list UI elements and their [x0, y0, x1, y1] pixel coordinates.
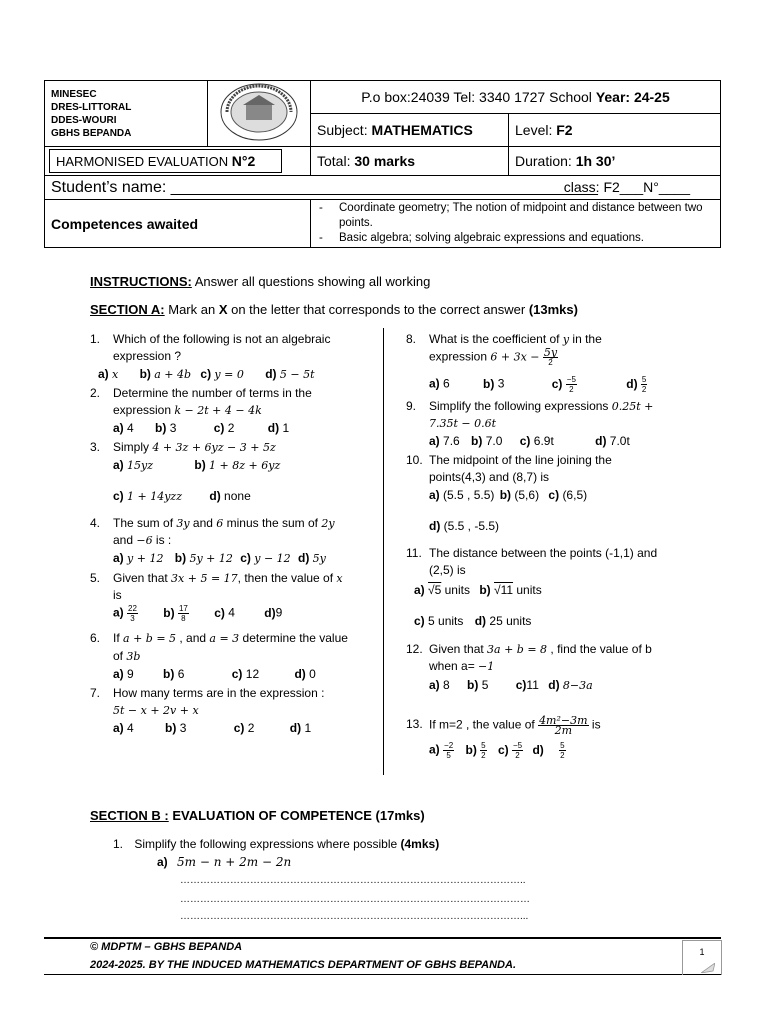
q11-option-d-value: 25 units — [489, 614, 532, 628]
subject-value: MATHEMATICS — [371, 122, 473, 138]
q8-option-b-value: 3 — [497, 376, 505, 391]
q10-number: 10. — [406, 453, 423, 467]
q6-option-c-value: 12 — [245, 667, 260, 681]
q3-option-d-value: none — [224, 489, 251, 503]
level-value: F2 — [556, 122, 573, 138]
question-7 — [90, 685, 325, 702]
section-a-marks: (13mks) — [528, 302, 578, 317]
question-5: 5. Given that 3x + 5 = 17, then the value of x — [90, 571, 343, 585]
q4-option-d[interactable]: d) — [298, 551, 310, 565]
q10-options-abc — [429, 488, 587, 502]
q6-option-d-value: 0 — [309, 667, 316, 681]
q10-option-c[interactable]: c) — [548, 488, 560, 502]
section-b-q1-marks: (4mks) — [400, 837, 440, 851]
evaluation-number: N°2 — [231, 152, 256, 169]
q10-option-a[interactable]: a) — [429, 488, 440, 502]
total-prefix: Total: — [317, 153, 355, 169]
q3-option-b[interactable]: b) — [194, 458, 206, 472]
q11-option-b-value: √11 — [493, 583, 514, 597]
q3-options-ab — [113, 458, 280, 472]
q1-option-a[interactable]: a) — [98, 367, 109, 381]
footer-department: 2024-2025. BY THE INDUCED MATHEMATICS DEPARTMENT OF GBHS BEPANDA. — [90, 959, 517, 971]
instructions-label: INSTRUCTIONS: — [90, 274, 192, 289]
q1-option-c-value: y = 0 — [214, 368, 244, 381]
section-b-label: SECTION B : — [90, 808, 169, 823]
q5-text-2: is — [113, 588, 122, 602]
q13-option-d-fraction: $\frac{5}{2}$ — [560, 741, 565, 760]
answer-line-1[interactable]: ………………………………………………………………………………………….. — [180, 875, 526, 886]
q10-text-2: points(4,3) and (8,7) is — [429, 470, 550, 484]
q3-number: 3. — [90, 440, 101, 454]
question-2 — [90, 385, 312, 402]
q5-option-c[interactable]: c) — [214, 605, 225, 620]
q6-number: 6. — [90, 631, 101, 645]
q7-number: 7. — [90, 686, 101, 700]
subject-prefix: Subject: — [317, 122, 372, 138]
q13-option-c-fraction: $\frac{-5}{2}$ — [512, 741, 523, 760]
q3-option-c[interactable]: c) — [113, 489, 124, 503]
competences-label-cell — [45, 200, 311, 248]
q2-number: 2. — [90, 386, 101, 400]
question-4: 4. The sum of 3y and 6 minus the sum of 2y — [90, 516, 335, 530]
q8-number: 8. — [406, 332, 417, 346]
q12-text-2: when a= −1 — [429, 659, 495, 673]
school-line-3: DDES-WOURI — [51, 114, 117, 126]
q7-option-b[interactable]: b) — [165, 721, 177, 735]
q2-text-2: expression k − 2t + 4 − 4k — [113, 403, 262, 417]
q12-option-d[interactable]: d) — [548, 678, 560, 692]
q6-option-c[interactable]: c) — [231, 667, 243, 681]
q2-option-a-value: 4 — [127, 421, 134, 435]
q10-option-d-value: (5.5 , -5.5) — [443, 519, 500, 533]
class-label: class: F2___N°____ — [563, 179, 690, 195]
q4-option-c[interactable]: c) — [240, 551, 251, 565]
q1-option-a-value: x — [112, 368, 119, 381]
total-value: 30 marks — [354, 153, 416, 169]
q4-option-a-value: y + 12 — [127, 552, 164, 565]
po-box-text: P.o box:24039 Tel: 3340 1727 School — [361, 89, 596, 105]
section-b-text: EVALUATION OF COMPETENCE (17mks) — [168, 808, 425, 823]
answer-line-3[interactable]: …………………………………………………………………………………………... — [180, 911, 529, 922]
q10-option-a-value: (5.5 , 5.5) — [443, 488, 495, 502]
question-9: 9. Simplify the following expressions 0.25t + — [406, 399, 654, 413]
q11-option-a[interactable]: a) — [414, 583, 425, 597]
section-b-q1-part-a-expression: 5m − n + 2m − 2n — [177, 855, 292, 869]
q9-option-a-value: 7.6 — [443, 434, 460, 448]
q5-option-b[interactable]: b) — [163, 605, 175, 620]
q13-option-a-fraction: $\frac{-2}{5}$ — [444, 741, 454, 760]
duration-value: 1h 30’ — [575, 153, 616, 169]
q12-option-b[interactable]: b) — [467, 678, 479, 692]
q9-option-b-value: 7.0 — [485, 434, 503, 448]
level-prefix: Level: — [515, 122, 557, 138]
section-b-heading — [90, 808, 425, 823]
q6-option-a[interactable]: a) — [113, 667, 124, 681]
q9-options — [429, 434, 630, 448]
q5-option-b-fraction: $\frac{17}{8}$ — [178, 604, 188, 623]
competence-item-1: - Coordinate geometry; The notion of midpoint and distance between two points. — [319, 202, 703, 229]
q3-option-b-value: 1 + 8z + 6yz — [209, 459, 281, 472]
q11-number: 11. — [406, 546, 422, 560]
q12-option-a[interactable]: a) — [429, 678, 440, 692]
q2-option-d[interactable]: d) — [267, 421, 280, 435]
q1-option-b[interactable]: b) — [139, 367, 151, 381]
q4-text-2: and −6 is : — [113, 533, 172, 547]
section-a-x: X — [218, 302, 228, 317]
question-12: 12. Given that 3a + b = 8 , find the value of b — [406, 642, 652, 656]
q11-option-a-value: √5 — [428, 583, 442, 597]
q4-option-d-value: 5y — [312, 552, 326, 565]
q13-option-d[interactable]: d) — [532, 742, 544, 757]
q9-option-b[interactable]: b) — [471, 434, 483, 448]
section-b-q1-part-a — [157, 854, 291, 871]
section-b-q1-part-a-label: a) — [157, 855, 168, 869]
question-10 — [406, 452, 612, 469]
q3-expression: 4 + 3z + 6yz − 3 + 5z — [152, 441, 276, 454]
section-a-heading — [90, 302, 578, 317]
school-line-1: MINESEC — [51, 88, 97, 100]
q10-option-b[interactable]: b) — [499, 488, 512, 502]
q1-number: 1. — [90, 332, 101, 346]
q4-option-c-value: y − 12 — [254, 552, 291, 565]
school-line-4: GBHS BEPANDA — [51, 127, 132, 139]
q2-options — [113, 421, 289, 435]
q11-text-2: (2,5) is — [429, 563, 466, 577]
competences-list-cell — [311, 200, 721, 248]
q4-number: 4. — [90, 516, 101, 530]
question-11 — [406, 545, 658, 562]
question-6: 6. If a + b = 5 , and a = 3 determine the value — [90, 631, 348, 645]
q13-option-b[interactable]: b) — [465, 742, 477, 757]
section-a-text-1: Mark an — [164, 302, 219, 317]
q6-option-d[interactable]: d) — [294, 667, 306, 681]
q11-option-b[interactable]: b) — [479, 583, 491, 597]
q7-option-b-value: 3 — [179, 721, 187, 735]
column-divider — [383, 328, 384, 775]
q4-option-b[interactable]: b) — [174, 551, 187, 565]
q9-number: 9. — [406, 399, 417, 413]
q11-options-cd — [414, 614, 531, 628]
q8-option-a-value: 6 — [443, 376, 450, 391]
q1-option-c[interactable]: c) — [200, 367, 212, 381]
q8-option-c[interactable]: c) — [551, 376, 563, 391]
q13-fraction: $\frac{\text{4m²−3m}}{2m}$ — [539, 714, 588, 737]
q10-option-b-value: (5,6) — [514, 488, 540, 502]
section-a-text-2: on the letter that corresponds to the correct answer — [227, 302, 529, 317]
q13-number: 13. — [406, 717, 423, 731]
q6-text-2: of 3b — [113, 649, 141, 663]
q5-options — [113, 604, 282, 623]
section-b-q1-text: Simplify the following expressions where possible — [134, 837, 401, 851]
logo-cell — [208, 81, 311, 147]
q4-options — [113, 551, 326, 565]
q10-text: The midpoint of the line joining the — [429, 453, 612, 467]
total-cell — [311, 147, 509, 176]
q5-option-d-value: 9 — [275, 605, 283, 620]
q7-option-c[interactable]: c) — [233, 721, 245, 735]
q8-option-c-fraction: $\frac{-5}{2}$ — [566, 375, 576, 394]
q3-options-cd — [113, 489, 251, 503]
q12-option-c[interactable]: c) — [515, 678, 527, 692]
q2-option-c[interactable]: c) — [213, 421, 225, 435]
instructions — [90, 274, 430, 289]
q7-option-a[interactable]: a) — [113, 721, 124, 735]
q11-option-c[interactable]: c) — [414, 614, 425, 628]
q8-option-b[interactable]: b) — [483, 376, 495, 391]
q9-option-d-value: 7.0t — [609, 434, 630, 448]
q13-option-a[interactable]: a) — [429, 742, 440, 757]
q1-option-b-value: a + 4b — [154, 368, 192, 381]
q7-option-a-value: 4 — [127, 721, 134, 735]
question-3: 3. Simply 4 + 3z + 6yz − 3 + 5z — [90, 440, 276, 454]
q11-option-c-value: 5 units — [428, 614, 464, 628]
page-curl-icon — [701, 963, 715, 973]
q11-text: The distance between the points (-1,1) and — [429, 546, 658, 560]
q13-options — [429, 741, 566, 760]
evaluation-box — [49, 149, 282, 173]
q12-option-a-value: 8 — [443, 678, 450, 692]
q12-options — [429, 678, 593, 692]
q7-option-d[interactable]: d) — [289, 721, 302, 735]
answer-line-2[interactable]: …………………………………………………………………………………………… — [180, 894, 530, 905]
footer-bottom-line — [44, 974, 721, 975]
footer-copyright: © MDPTM – GBHS BEPANDA — [90, 941, 243, 953]
q7-options — [113, 721, 311, 735]
q9-option-d[interactable]: d) — [595, 434, 607, 448]
q8-options — [429, 375, 647, 394]
q12-option-d-value: 8−3a — [562, 679, 593, 692]
q11-option-d[interactable]: d) — [474, 614, 487, 628]
q8-fraction: $\frac{5y}{2}$ — [543, 346, 558, 367]
q1-text: Which of the following is not an algebraic — [113, 332, 331, 346]
q9-option-c[interactable]: c) — [519, 434, 531, 448]
duration-prefix: Duration: — [515, 153, 576, 169]
q3-option-d[interactable]: d) — [209, 489, 221, 503]
q5-number: 5. — [90, 571, 101, 585]
q8-option-d[interactable]: d) — [626, 376, 638, 391]
q1-option-d[interactable]: d) — [265, 367, 277, 381]
year-text: Year: 24-25 — [595, 89, 670, 105]
q7-option-d-value: 1 — [304, 721, 312, 735]
q6-option-a-value: 9 — [127, 667, 134, 681]
q3-option-a-value: 15yz — [127, 459, 154, 472]
section-b-question-1 — [113, 836, 439, 853]
q10-options-d — [429, 519, 499, 533]
q7-option-c-value: 2 — [247, 721, 255, 735]
page-number-box — [682, 940, 722, 975]
q7-text: How many terms are in the expression : — [113, 686, 325, 700]
school-logo — [219, 82, 299, 142]
q9-option-a[interactable]: a) — [429, 434, 440, 448]
q12-option-c-value: 11 — [526, 678, 539, 692]
subject-cell — [311, 114, 509, 147]
q6-options — [113, 667, 316, 681]
q12-option-b-value: 5 — [481, 678, 489, 692]
q2-option-b[interactable]: b) — [155, 421, 167, 435]
question-8: 8. What is the coefficient of y in the — [406, 332, 602, 346]
question-1 — [90, 331, 331, 348]
q6-option-b[interactable]: b) — [163, 667, 175, 681]
instructions-text: Answer all questions showing all working — [191, 274, 431, 289]
q13-option-b-fraction: $\frac{5}{2}$ — [481, 741, 486, 760]
q6-option-b-value: 6 — [177, 667, 185, 681]
q9-option-c-value: 6.9t — [533, 434, 554, 448]
q2-text: Determine the number of terms in the — [113, 386, 312, 400]
q5-option-d[interactable]: d) — [264, 605, 276, 620]
level-cell — [509, 114, 721, 147]
section-b-q1-number: 1. — [113, 837, 124, 851]
q4-option-b-value: 5y + 12 — [189, 552, 233, 565]
q2-option-c-value: 2 — [227, 421, 235, 435]
q7-expression: 5t − x + 2v + x — [113, 704, 199, 717]
q2-option-b-value: 3 — [169, 421, 177, 435]
q1-option-d-value: 5 − 5t — [279, 368, 315, 381]
school-info-cell — [45, 81, 208, 147]
q3-option-c-value: 1 + 14yzz — [127, 490, 183, 503]
evaluation-cell — [45, 147, 311, 176]
q1-options — [98, 367, 315, 381]
section-a-label: SECTION A: — [90, 302, 165, 317]
q8-option-a[interactable]: a) — [429, 376, 440, 391]
student-name-label: Student’s name: ________________________________________________ — [51, 178, 598, 196]
footer-top-line — [44, 937, 721, 939]
q8-text-2: expression 6 + 3x − $\frac{5y}{2}$ — [429, 346, 558, 367]
pobox-cell — [311, 81, 721, 114]
school-line-2: DRES-LITTORAL — [51, 101, 132, 113]
competence-item-2: - Basic algebra; solving algebraic expressions and equations. — [319, 232, 644, 244]
q10-option-d[interactable]: d) — [429, 519, 441, 533]
question-13: 13. If m=2 , the value of $\frac{\text{4m²−3m}}{2m}$ is — [406, 714, 601, 737]
q13-option-c[interactable]: c) — [497, 742, 509, 757]
q11-options-ab: a) √5 units b) √11 units — [414, 583, 542, 597]
q5-option-a[interactable]: a) — [113, 605, 124, 620]
q2-expression: k − 2t + 4 − 4k — [174, 404, 262, 417]
duration-cell — [509, 147, 721, 176]
page-number: 1 — [699, 947, 705, 957]
q2-option-d-value: 1 — [282, 421, 290, 435]
q10-option-c-value: (6,5) — [562, 488, 588, 502]
q1-text-2: expression ? — [113, 349, 182, 363]
q2-option-a[interactable]: a) — [113, 421, 124, 435]
q9-text-2: 7.35t − 0.6t — [429, 417, 497, 430]
q5-option-c-value: 4 — [228, 605, 235, 620]
q12-number: 12. — [406, 642, 423, 656]
evaluation-prefix: HARMONISED EVALUATION — [56, 153, 232, 169]
student-name-cell — [45, 176, 721, 200]
header-table — [44, 80, 721, 248]
q8-option-d-fraction: $\frac{5}{2}$ — [641, 375, 647, 394]
q3-option-a[interactable]: a) — [113, 458, 124, 472]
competences-label: Competences awaited — [51, 215, 199, 232]
q5-option-a-fraction: $\frac{22}{3}$ — [128, 604, 137, 623]
q4-option-a[interactable]: a) — [113, 551, 124, 565]
